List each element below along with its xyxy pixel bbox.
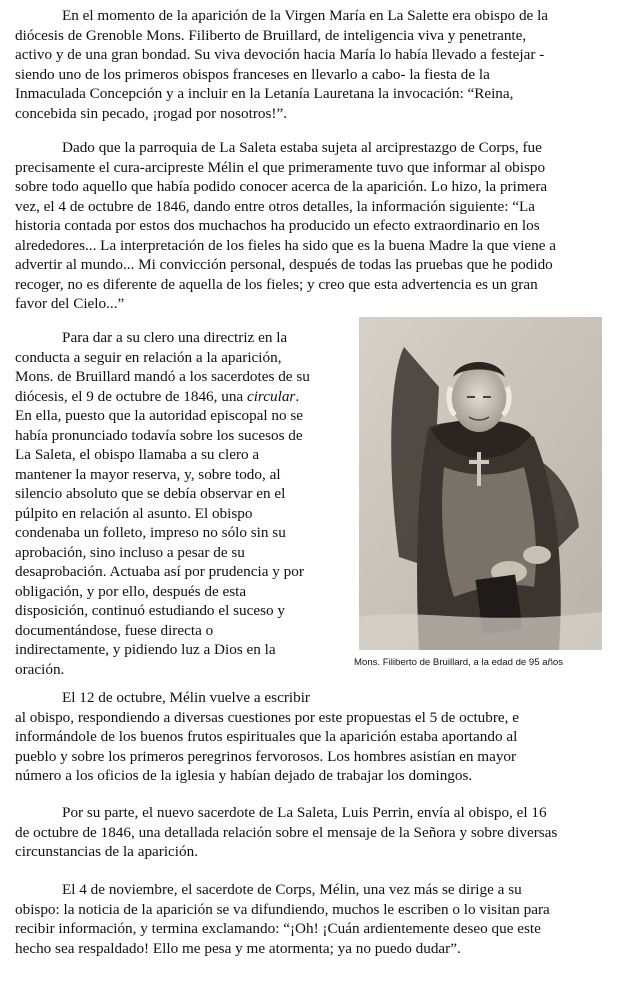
text-line: condenaba un folleto, impreso no sólo sin su (15, 524, 286, 541)
text-line: En el momento de la aparición de la Virgen María en La Salette era obispo de la (62, 7, 549, 24)
text-line: desaprobación. Actuaba así por prudencia y por (15, 563, 304, 580)
floor-drapery (359, 612, 602, 650)
text-line: mantener la mayor reserva, y, sobre todo, al (15, 465, 281, 483)
text-line: silencio absoluto que se debía observar en el (15, 485, 286, 502)
text-line: El 4 de noviembre, el sacerdote de Corps, Mélin, una vez más se dirige a su (62, 881, 522, 898)
text-line: circunstancias de la aparición. (15, 843, 199, 860)
text-run: . (295, 387, 300, 405)
text-line: documentándose, fuese directa o (15, 621, 214, 639)
text-line: precisamente el cura-arcipreste Mélin el que primeramente tuvo que informar al obispo (15, 158, 546, 176)
text-run: diócesis, el 9 de octubre de 1846, una (15, 387, 247, 405)
text-line: recoger, no es diferente de aquella de los fieles; y creo que esta advertencia es un gran (15, 275, 538, 293)
paragraph-5 (15, 803, 615, 862)
text-line: advertir al mundo... Mi convicción personal, después de todas las pruebas que he podido (15, 256, 553, 273)
text-line: pueblo y sobre los primeros peregrinos fervorosos. Los hombres asistían en mayor (15, 747, 517, 765)
text-line: Para dar a su clero una directriz en la (62, 329, 288, 346)
text-line: número a los oficios de la iglesia y habían dejado de trabajar los domingos. (15, 767, 473, 784)
text-line: Mons. de Bruillard mandó a los sacerdotes de su (15, 368, 310, 385)
text-line: favor del Cielo...” (15, 295, 125, 312)
pectoral-cross (477, 452, 481, 486)
text-line: En ella, puesto que la autoridad episcopal no se (15, 407, 304, 424)
text-line: aprobación, sino incluso a pesar de su (15, 543, 245, 561)
text-line: diócesis de Grenoble Mons. Filiberto de Bruillard, de inteligencia viva y penetrante, (15, 26, 527, 44)
pectoral-cross-bar (469, 460, 489, 464)
text-line: púlpito en relación al asunto. El obispo (15, 504, 253, 522)
italic-word-circular: circular (246, 387, 296, 405)
hand (523, 546, 551, 564)
text-line: vez, el 4 de octubre de 1846, dando entre otros detalles, la información siguiente: “La (15, 197, 535, 215)
text-line (15, 387, 350, 407)
paragraph-3 (15, 328, 350, 679)
text-line: concebida sin pecado, ¡rogad por nosotros!”. (15, 104, 288, 122)
text-line: historia contada por estos dos muchachos ha producido un efecto extraordinario en los (15, 217, 540, 234)
text-line: Por su parte, el nuevo sacerdote de La Saleta, Luis Perrin, envía al obispo, el 16 (62, 804, 547, 821)
text-line: El 12 de octubre, Mélin vuelve a escribir (62, 689, 310, 706)
photo-caption: Mons. Filiberto de Bruillard, a la edad de 95 años (354, 657, 564, 668)
text-line: alrededores... La interpretación de los fieles ha sido que es la buena Madre la que viene a (15, 236, 557, 254)
bishop-portrait-photo (359, 317, 602, 650)
text-line: de octubre de 1846, una detallada relación sobre el mensaje de la Señora y sobre diversas (15, 823, 558, 841)
text-line: recibir información, y termina exclamando: “¡Oh! ¡Cuán ardientemente deseo que este (15, 920, 541, 937)
text-line: informándole de los buenos frutos espirituales que la aparición estaba aportando al (15, 728, 518, 745)
text-line: Dado que la parroquia de La Saleta estaba sujeta al arciprestazgo de Corps, fue (62, 139, 542, 156)
text-line: al obispo, respondiendo a diversas cuestiones por este propuestas el 5 de octubre, e (15, 708, 519, 726)
text-line: Inmaculada Concepción y a incluir en la Letanía Lauretana la invocación: “Reina, (15, 85, 514, 102)
face (452, 366, 506, 432)
text-line: había pronunciado todavía sobre los sucesos de (15, 426, 303, 444)
text-line: sobre todo aquello que había podido conocer acerca de la aparición. Lo hizo, la primera (15, 178, 548, 195)
paragraph-6 (15, 880, 615, 958)
paragraph-1 (15, 6, 615, 123)
text-line: obispo: la noticia de la aparición se va difundiendo, muchos le escriben o lo visitan para (15, 900, 550, 918)
text-line: disposición, continuó estudiando el suceso y (15, 602, 285, 619)
text-line: activo y de una gran bondad. Su viva devoción hacia María lo había llevado a festejar - (15, 46, 545, 63)
paragraph-2 (15, 138, 615, 314)
portrait-illustration (359, 317, 602, 650)
text-line: obligación, y por ello, después de esta (15, 582, 247, 600)
text-line: hecho sea respaldado! Ello me pesa y me atormenta; ya no puedo dudar”. (15, 939, 461, 957)
text-line: oración. (15, 660, 65, 678)
paragraph-4 (15, 688, 615, 786)
text-line: La Saleta, el obispo llamaba a su clero a (15, 446, 260, 463)
text-line: siendo uno de los primeros obispos franceses en llevarlo a cabo- la fiesta de la (15, 65, 490, 83)
text-line: indirectamente, y pidiendo luz a Dios en la (15, 641, 276, 658)
text-line: conducta a seguir en relación a la aparición, (15, 348, 282, 366)
